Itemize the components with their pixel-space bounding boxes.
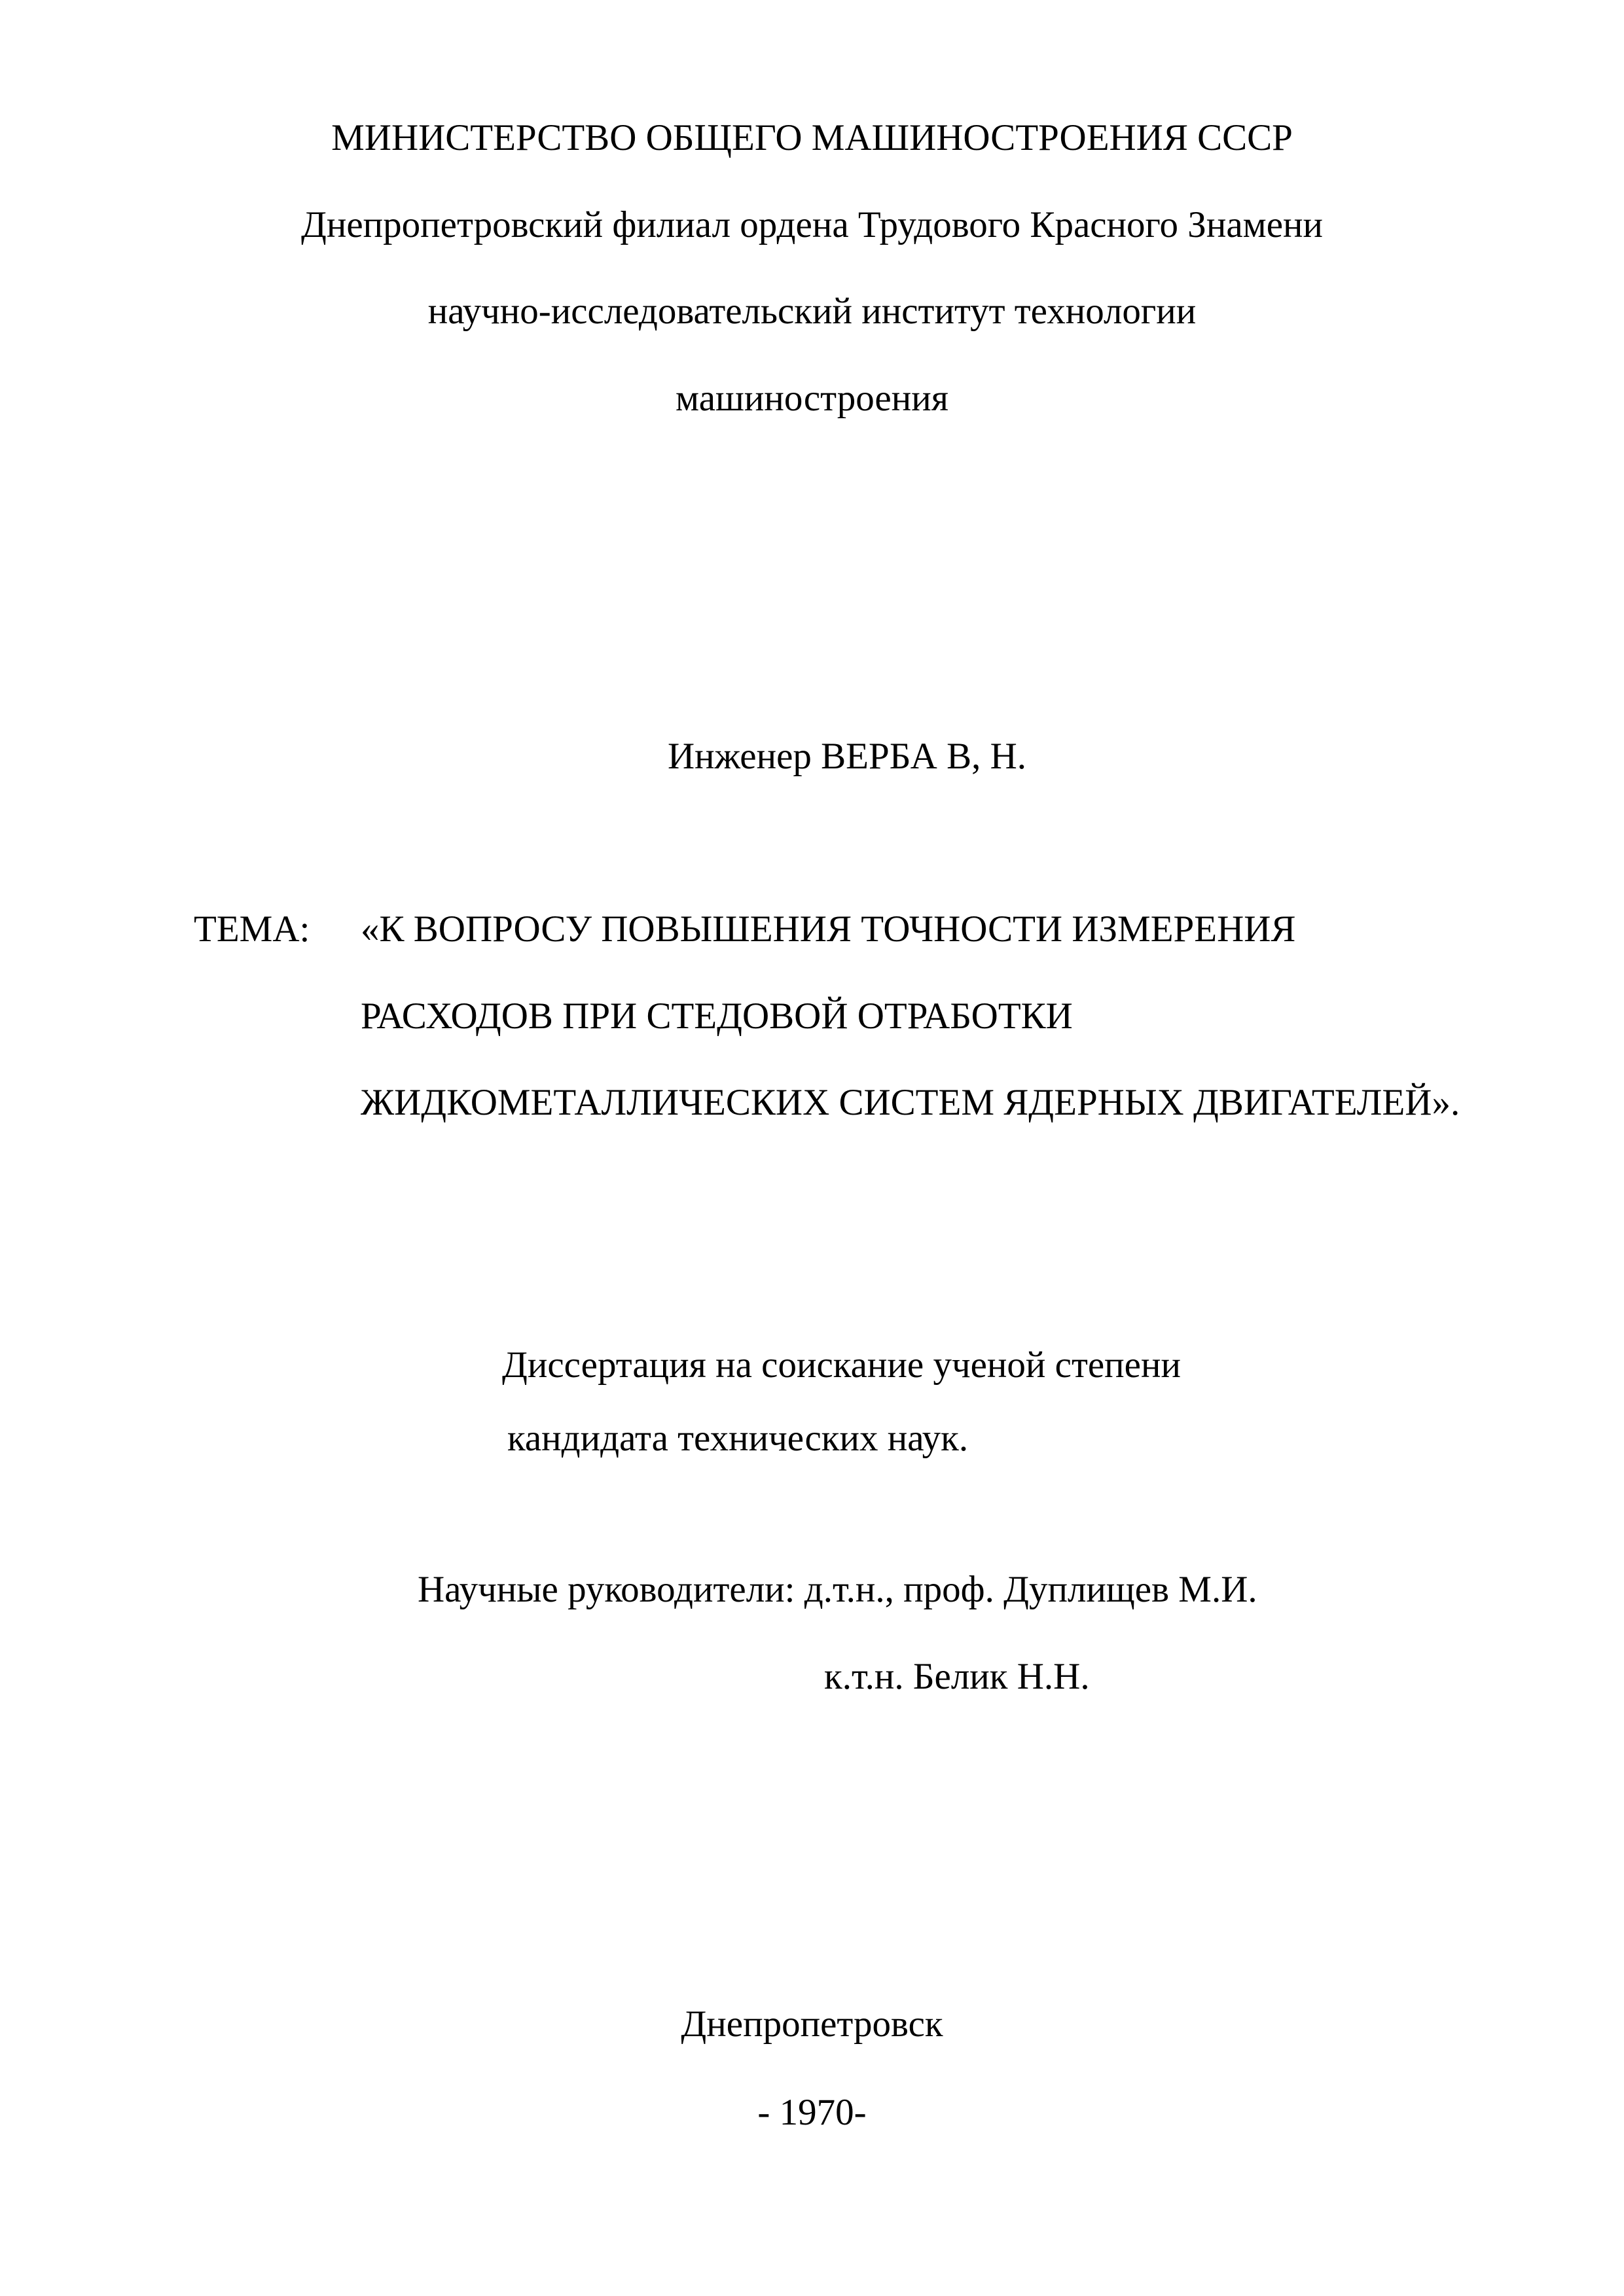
supervisors-line-1: Научные руководители: д.т.н., проф. Дуплищев М.И. — [418, 1569, 1257, 1610]
dissertation-line-2: кандидата технических наук. — [507, 1418, 969, 1459]
topic-label: ТЕМА: — [194, 908, 310, 950]
topic-line-2: РАСХОДОВ ПРИ СТЕДОВОЙ ОТРАБОТКИ — [361, 996, 1073, 1037]
ministry-heading: МИНИСТЕРСТВО ОБЩЕГО МАШИНОСТРОЕНИЯ СССР — [331, 117, 1293, 158]
topic-line-1: «К ВОПРОСУ ПОВЫШЕНИЯ ТОЧНОСТИ ИЗМЕРЕНИЯ — [361, 908, 1296, 950]
author-name: Инженер ВЕРБА В, Н. — [668, 736, 1027, 777]
topic-line-3: ЖИДКОМЕТАЛЛИЧЕСКИХ СИСТЕМ ЯДЕРНЫХ ДВИГАТЕЛЕЙ». — [361, 1082, 1460, 1123]
year: - 1970- — [757, 2092, 867, 2133]
institute-line-3: машиностроения — [676, 378, 948, 419]
city: Днепропетровск — [681, 2003, 943, 2045]
institute-line-1: Днепропетровский филиал ордена Трудового Красного Знамени — [300, 204, 1323, 245]
dissertation-line-1: Диссертация на соискание ученой степени — [502, 1344, 1181, 1386]
institute-line-2: научно-исследовательский институт технологии — [427, 291, 1197, 332]
supervisors-line-2: к.т.н. Белик Н.Н. — [824, 1656, 1090, 1697]
